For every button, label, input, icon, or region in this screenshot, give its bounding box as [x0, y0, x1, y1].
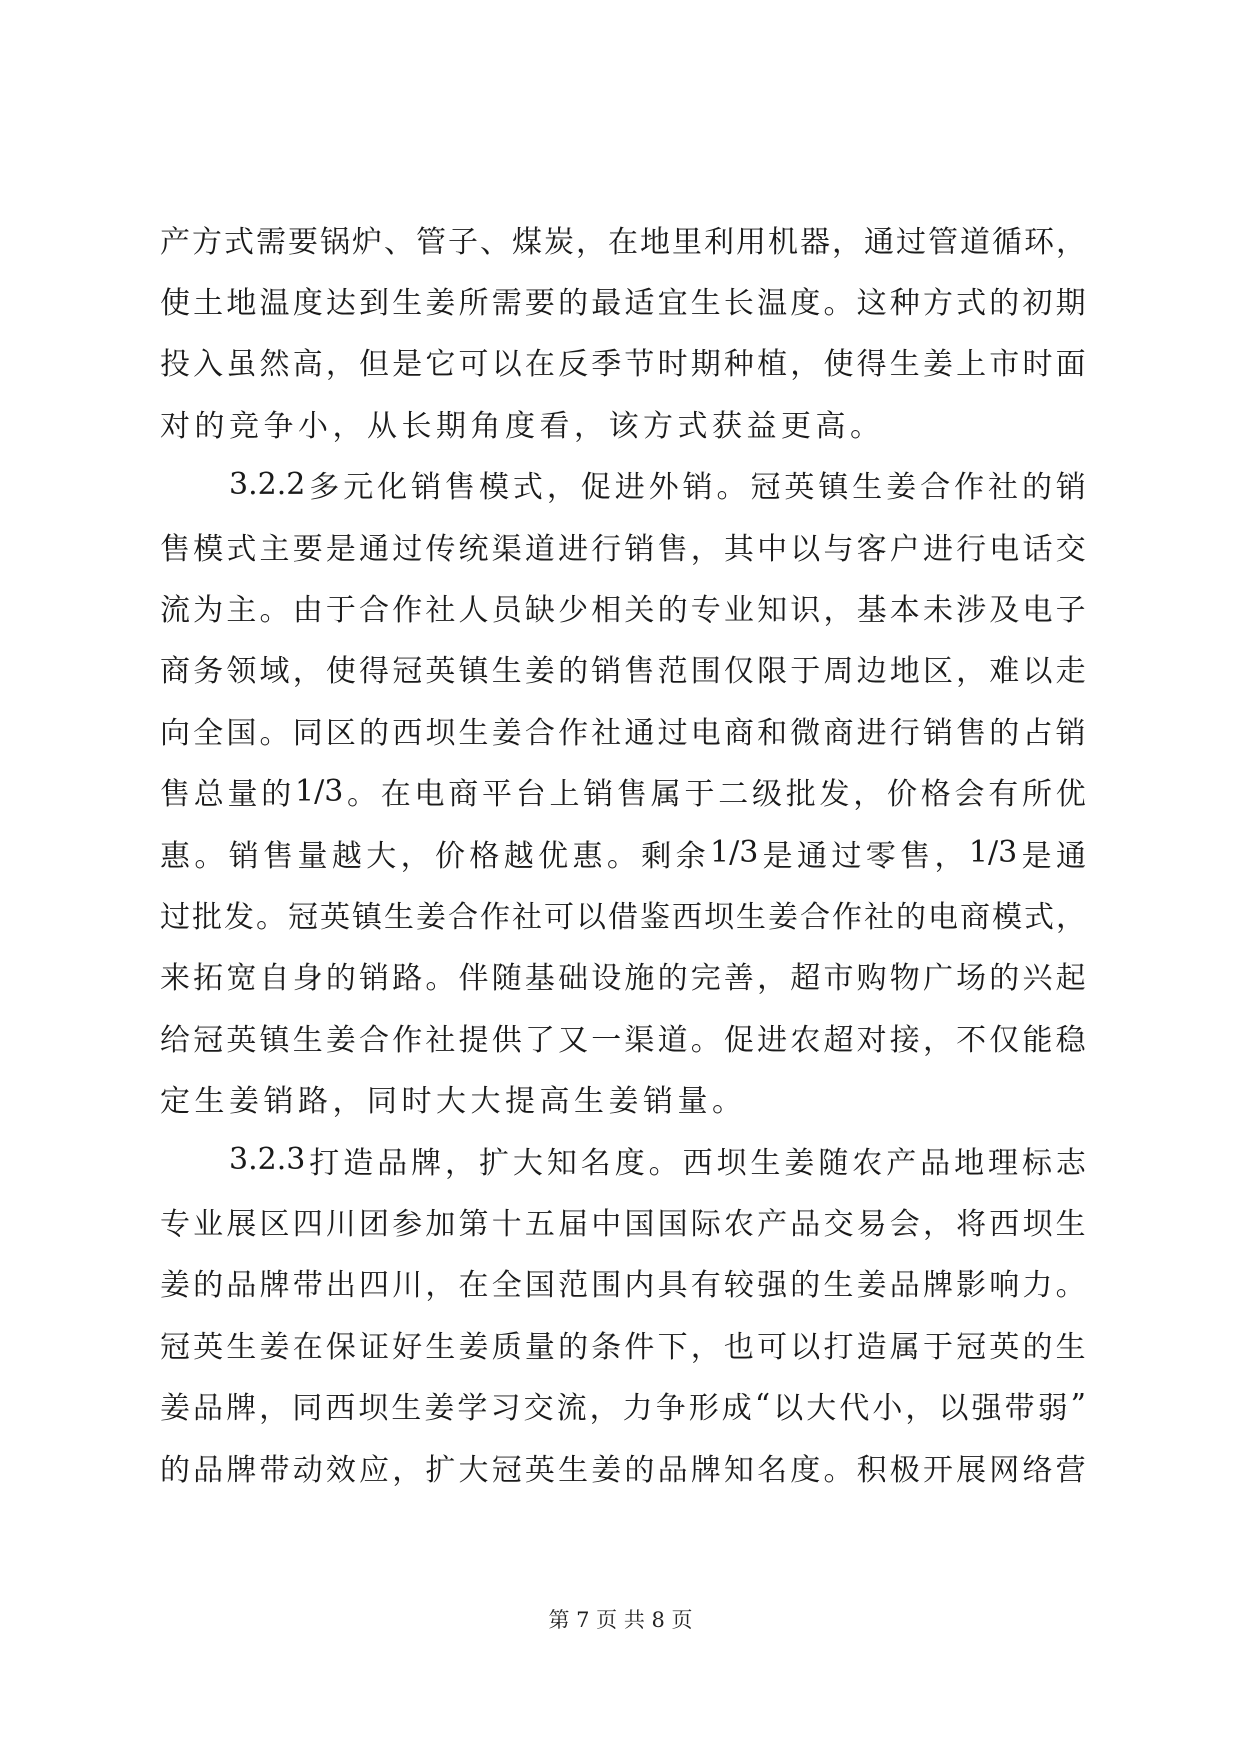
- text-line: 过 批 发 。 冠 英 镇 生 姜 合 作 社 可 以 借 鉴 西 坝 生 姜 合 作 社 的 电 商 模 式 ，: [160, 899, 1086, 935]
- text-line: 冠 英 生 姜 在 保 证 好 生 姜 质 量 的 条 件 下 ， 也 可 以 打 造 属 于 冠 英 的 生: [160, 1329, 1086, 1365]
- paragraph-3-2-2: [160, 454, 1086, 1129]
- text-line: 来 拓 宽 自 身 的 销 路 。 伴 随 基 础 设 施 的 完 善 ， 超 市 购 物 广 场 的 兴 起: [160, 961, 1086, 997]
- text-line: 的 品 牌 带 动 效 应 ， 扩 大 冠 英 生 姜 的 品 牌 知 名 度 。 积 极 开 展 网 络 营: [160, 1452, 1086, 1488]
- text-line: 向 全 国 。 同 区 的 西 坝 生 姜 合 作 社 通 过 电 商 和 微 商 进 行 销 售 的 占 销: [160, 715, 1086, 751]
- text-line: 定 生 姜 销 路 ， 同 时 大 大 提 高 生 姜 销 量 。: [160, 1084, 742, 1120]
- body-text: [160, 208, 1086, 1497]
- text-line: 姜 的 品 牌 带 出 四 川 ， 在 全 国 范 围 内 具 有 较 强 的 生 姜 品 牌 影 响 力 。: [160, 1268, 1086, 1304]
- text-line: 售 总 量 的 1/3 。 在 电 商 平 台 上 销 售 属 于 二 级 批 发 ， 价 格 会 有 所 优: [160, 773, 1086, 813]
- text-line: 售 模 式 主 要 是 通 过 传 统 渠 道 进 行 销 售 ， 其 中 以 与 客 户 进 行 电 话 交: [160, 531, 1086, 567]
- text-line: 3.2.2 多 元 化 销 售 模 式 ， 促 进 外 销 。 冠 英 镇 生 姜 合 作 社 的 销: [229, 466, 1086, 506]
- text-line: 使 土 地 温 度 达 到 生 姜 所 需 要 的 最 适 宜 生 长 温 度 。 这 种 方 式 的 初 期: [160, 286, 1086, 322]
- page-footer: 第 7 页 共 8 页: [548, 1608, 693, 1632]
- text-line: 对 的 竞 争 小 ， 从 长 期 角 度 看 ， 该 方 式 获 益 更 高 。: [160, 408, 880, 444]
- paragraph-3-2-3: [160, 1129, 1086, 1497]
- text-line: 流 为 主 。 由 于 合 作 社 人 员 缺 少 相 关 的 专 业 知 识 ， 基 本 未 涉 及 电 子: [160, 593, 1086, 629]
- paragraph-1: [160, 208, 1086, 454]
- text-line: 投 入 虽 然 高 ， 但 是 它 可 以 在 反 季 节 时 期 种 植 ， 使 得 生 姜 上 市 时 面: [160, 347, 1086, 383]
- text-line: 3.2.3 打 造 品 牌 ， 扩 大 知 名 度 。 西 坝 生 姜 随 农 产 品 地 理 标 志: [229, 1142, 1086, 1181]
- text-line: 产 方 式 需 要 锅 炉 、 管 子 、 煤 炭 ， 在 地 里 利 用 机 器 ， 通 过 管 道 循 环 ，: [160, 224, 1086, 260]
- text-line: 商 务 领 域 ， 使 得 冠 英 镇 生 姜 的 销 售 范 围 仅 限 于 周 边 地 区 ， 难 以 走: [160, 654, 1086, 690]
- text-line: 姜 品 牌 ， 同 西 坝 生 姜 学 习 交 流 ， 力 争 形 成 “ 以 大 代 小 ， 以 强 带 弱 ”: [160, 1387, 1086, 1427]
- text-line: 专 业 展 区 四 川 团 参 加 第 十 五 届 中 国 国 际 农 产 品 交 易 会 ， 将 西 坝 生: [160, 1206, 1086, 1242]
- text-line: 惠 。 销 售 量 越 大 ， 价 格 越 优 惠 。 剩 余 1/3 是 通 过 零 售 ， 1/3 是 通: [160, 835, 1086, 874]
- text-line: 给 冠 英 镇 生 姜 合 作 社 提 供 了 又 一 渠 道 。 促 进 农 超 对 接 ， 不 仅 能 稳: [160, 1022, 1086, 1058]
